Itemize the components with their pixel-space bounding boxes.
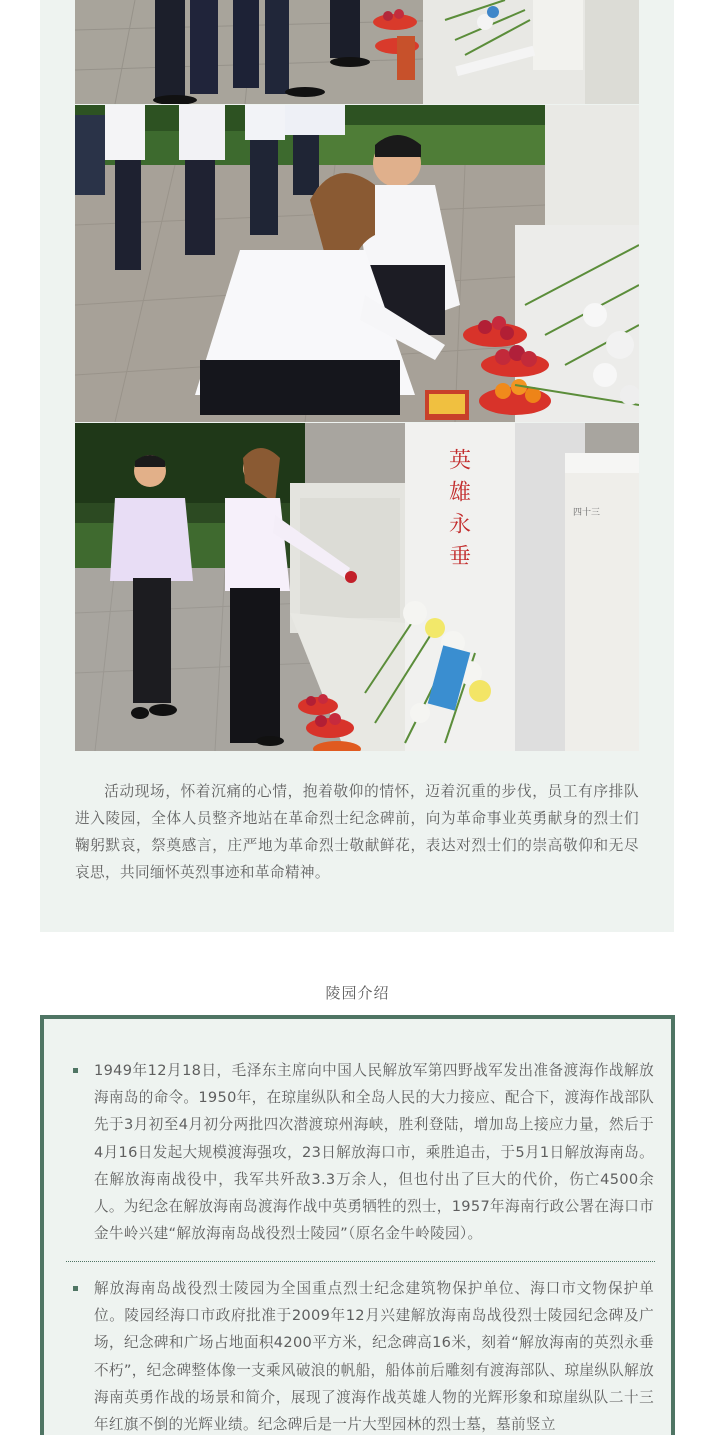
activity-photo-2 [75,105,639,422]
monument-inscription: 英雄永垂 [445,448,471,576]
activity-description: 活动现场，怀着沉痛的心情，抱着敬仰的情怀，迈着沉重的步伐，员工有序排队进入陵园，全体人员整齐地站在革命烈士纪念碑前，向为革命事业英勇献身的烈士们鞠躬默哀，祭奠感言，庄严地为革命烈士敬献鲜花，表达对烈士们的崇高敬仰和无尽哀思，共同缅怀英烈事迹和革命精神。 [75,783,639,881]
intro-item-text: 1949年12月18日，毛泽东主席向中国人民解放军第四野战军发出准备渡海作战解放海南岛的命令。1950年，在琼崖纵队和全岛人民的大力接应、配合下，渡海作战部队先于3月初至4月初分两批四次潜渡琼州海峡，胜利登陆，增加岛上接应力量，然后于4月16日发起大规模渡海强攻，23日解放海口市，乘胜追击，于5月1日解放海南岛。在解放海南战役中，我军共歼敌3.3万余人，但也付出了巨大的代价，伤亡4500余人。为纪念在解放海南岛渡海作战中英勇牺牲的烈士，1957年海南行政公署在海口市金牛岭兴建“解放海南岛战役烈士陵园”（原名金牛岭陵园）。 [94,1062,654,1243]
intro-item [68,1275,654,1438]
section-title: 陵园介绍 [325,984,390,1002]
intro-item-text: 解放海南岛战役烈士陵园为全国重点烈士纪念建筑物保护单位、海口市文物保护单位。陵园经海口市政府批准于2009年12月兴建解放海南岛战役烈士陵园纪念碑及广场，纪念碑和广场占地面积4200平方米，纪念碑高16米，刻着“解放海南的英烈永垂不朽”，纪念碑整体像一支乘风破浪的帆船，船体前后雕刻有渡海部队、琼崖纵队解放海南英勇作战的场景和简介，展现了渡海作战英雄人物的光辉形象和琼崖纵队二十三年红旗不倒的光辉业绩。纪念碑后是一片大型园林的烈士墓，墓前竖立 [94,1280,654,1434]
dotted-divider [66,1261,655,1262]
activity-photo-3 [75,423,639,751]
wall-inscription: 四十三 [573,508,601,518]
cemetery-intro-box [40,1015,675,1435]
activity-photo-1 [75,0,639,104]
bullet-square-icon [73,1286,78,1291]
intro-item [68,1057,654,1247]
bullet-square-icon [73,1068,78,1073]
